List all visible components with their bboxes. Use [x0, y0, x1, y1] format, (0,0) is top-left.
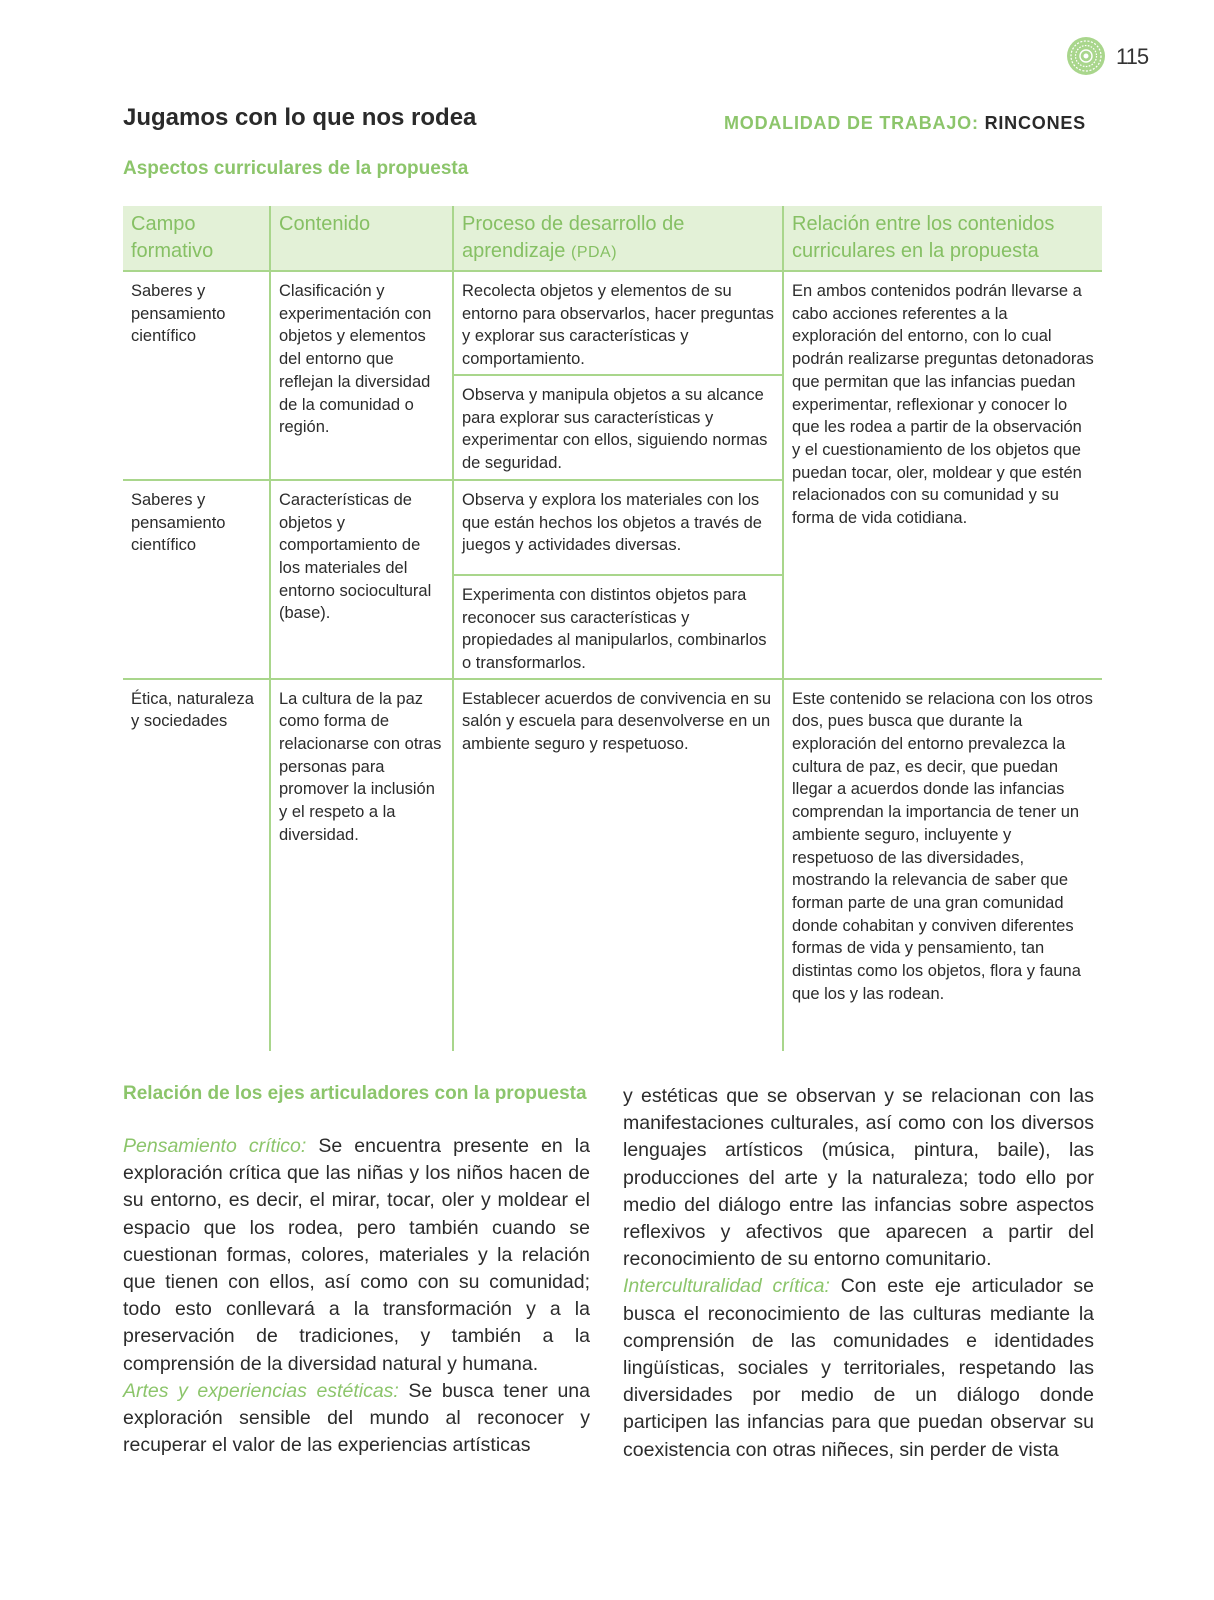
header-relacion: Relación entre los contenidos curriculares en la propuesta	[783, 206, 1102, 271]
ejes-title: Relación de los ejes articuladores con la propuesta	[123, 1083, 587, 1104]
modalidad-label	[724, 113, 1086, 134]
pda-cell: Experimenta con distintos objetos para reconocer sus características y propiedades al manipularlos, combinarlos o transformarlos.	[453, 575, 783, 679]
campo-cell: Saberes y pensamiento científico	[131, 490, 226, 555]
ejes-right-column	[623, 1083, 1094, 1464]
table-row	[123, 271, 1102, 375]
relacion-cell: En ambos contenidos podrán llevarse a cabo acciones referentes a la exploración del entorno, con lo cual podrán realizarse preguntas detonadoras que permitan que las infancias puedan experimentar, reflexionar y conocer lo que les rodea a partir de la observación y el cuestionamiento de los objetos que puedan tocar, oler, moldear y que estén relacionados con su comunidad y su forma de vida cotidiana.	[783, 271, 1102, 679]
ejes-left-column	[123, 1133, 590, 1459]
intercultural-term: Interculturalidad crítica:	[623, 1275, 830, 1298]
intercultural-text: Con este eje articulador se busca el reconocimiento de las culturas mediante la comprensión de las comunidades e identidades lingüísticas, sociales y territoriales, respetando las diversidades por medio de un diálogo donde participen las infancias para que puedan observar su coexistencia con otras niñeces, sin perder de vista	[623, 1275, 1094, 1461]
pda-cell: Establecer acuerdos de convivencia en su salón y escuela para desenvolverse en un ambiente seguro y respetuoso.	[453, 679, 783, 1051]
artes-text: Se busca tener una exploración sensible del mundo al reconocer y recuperar el valor de las experiencias artísticas	[123, 1379, 590, 1457]
pensamiento-term: Pensamiento crítico:	[123, 1135, 307, 1157]
contenido-cell: Clasificación y experimentación con objetos y elementos del entorno que reflejan la diversidad de la comunidad o región.	[270, 271, 453, 480]
table-row	[123, 679, 1102, 1051]
artes-paragraph	[123, 1378, 590, 1460]
artes-continuation: y estéticas que se observan y se relacionan con las manifestaciones culturales, así como con los diversos lenguajes artísticos (música, pintura, baile), las producciones del arte y la naturaleza; todo ello por medio del diálogo entre las infancias sobre aspectos reflexivos y afectivos que aparecen a partir del reconocimiento de su entorno comunitario.	[623, 1085, 1094, 1271]
header-contenido: Contenido	[270, 206, 453, 271]
table-header-row	[123, 206, 1102, 271]
contenido-cell: La cultura de la paz como forma de relacionarse con otras personas para promover la inclusión y el respeto a la diversidad.	[270, 679, 453, 1051]
campo-cell: Saberes y pensamiento científico	[123, 271, 270, 480]
page-title: Jugamos con lo que nos rodea	[123, 104, 477, 131]
pda-cell: Recolecta objetos y elementos de su entorno para observarlos, hacer preguntas y explorar sus características y comportamiento.	[453, 271, 783, 375]
header-pda-text: Proceso de desarrollo de aprendizaje	[462, 213, 685, 262]
page-badge-icon	[1066, 36, 1106, 76]
intercultural-paragraph	[623, 1273, 1094, 1463]
contenido-cell: Características de objetos y comportamiento de los materiales del entorno sociocultural (base).	[270, 480, 453, 679]
pda-cell: Observa y explora los materiales con los que están hechos los objetos a través de juegos y actividades diversas.	[453, 480, 783, 575]
campo-cell: Ética, naturaleza y sociedades	[131, 689, 254, 731]
pensamiento-paragraph	[123, 1133, 590, 1378]
pensamiento-text: Se encuentra presente en la exploración crítica que las niñas y los niños hacen de su entorno, es decir, el mirar, tocar, oler y moldear el espacio que los rodea, pero también cuando se cuestionan formas, colores, materiales y la relación que tienen con ellos, así como con su comunidad; todo esto conllevará a la transformación y a la preservación de tradiciones, y también a la comprensión de la diversidad natural y humana.	[123, 1135, 590, 1375]
modalidad-value: RINCONES	[984, 113, 1086, 133]
curriculum-table	[123, 206, 1102, 1051]
header-pda	[453, 206, 783, 271]
pda-cell: Observa y manipula objetos a su alcance para explorar sus características y experimentar con ellos, siguiendo normas de seguridad.	[453, 375, 783, 480]
page-number: 115	[1116, 44, 1149, 69]
relacion-cell: Este contenido se relaciona con los otros dos, pues busca que durante la exploración del entorno prevalezca la cultura de paz, es decir, que puedan llegar a acuerdos donde las infancias comprendan la importancia de tener un ambiente seguro, incluyente y respetuoso de las diversidades, mostrando la relevancia de saber que forman parte de una gran comunidad donde cohabitan y conviven diferentes formas de vida y pensamiento, tan distintas como los objetos, flora y fauna que los y las rodean.	[783, 679, 1102, 1051]
modalidad-label-text: MODALIDAD DE TRABAJO:	[723, 113, 979, 133]
artes-term: Artes y experiencias estéticas:	[123, 1379, 399, 1402]
header-pda-abbr: (PDA)	[570, 244, 618, 261]
section-subtitle: Aspectos curriculares de la propuesta	[123, 158, 469, 179]
header-campo: Campo formativo	[123, 206, 270, 271]
